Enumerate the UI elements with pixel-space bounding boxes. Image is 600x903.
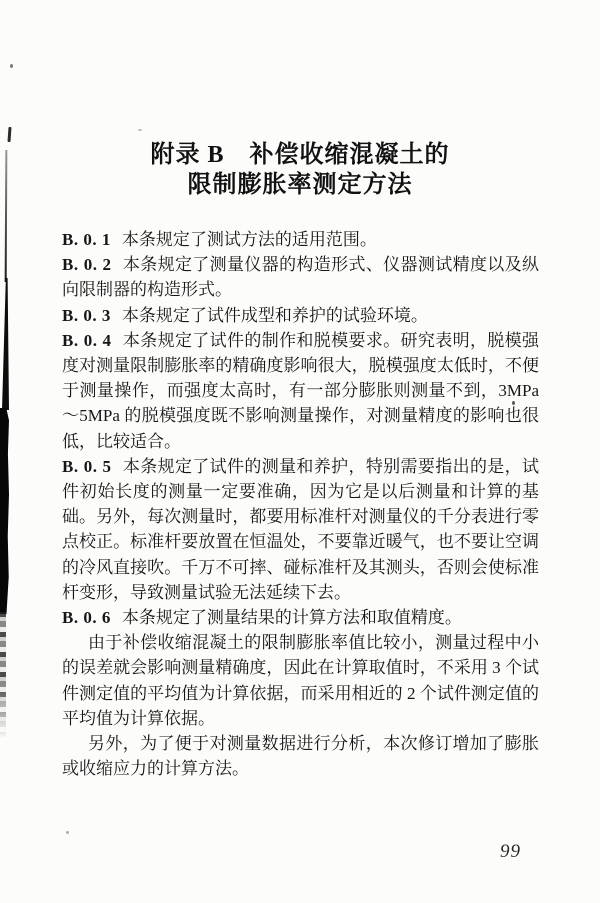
clause-b03-text: 本条规定了试件成型和养护的试验环境。 — [121, 305, 428, 325]
scan-speck — [138, 129, 142, 131]
clause-b01 — [62, 227, 539, 252]
binding-shadow-band — [0, 408, 9, 614]
commentary-paragraph-2 — [62, 731, 539, 781]
scan-speck — [10, 64, 13, 68]
clause-b04-text: 本条规定了试件的制作和脱模要求。研究表明，脱模强度对测量限制膨胀率的精确度影响很大，脱模强度太低时，不便于测量操作，而强度太高时，有一部分膨胀则测量不到，3MPa～5MPa 的脱模强度既不影响测量操作，对测量精度的影响也很低，比较适合。 — [62, 330, 539, 451]
clause-b02-label: B. 0. 2 — [62, 255, 112, 275]
appendix-title-line2: 限制膨胀率测定方法 — [187, 172, 413, 198]
appendix-title-line1: 附录 B 补偿收缩混凝土的 — [150, 142, 450, 168]
commentary-paragraph-2-text: 另外，为了便于对测量数据进行分析，本次修订增加了膨胀或收缩应力的计算方法。 — [62, 734, 539, 779]
clause-b01-text: 本条规定了测试方法的适用范围。 — [121, 230, 377, 249]
binding-shadow-wedge — [2, 278, 9, 410]
clause-b04 — [62, 328, 539, 454]
scan-speck — [66, 831, 69, 834]
clause-b03-label: B. 0. 3 — [62, 305, 111, 325]
clause-b03 — [62, 303, 539, 328]
clause-b01-label: B. 0. 1 — [62, 230, 111, 249]
clause-b05 — [62, 454, 539, 605]
clause-b06-label: B. 0. 6 — [62, 608, 111, 628]
clause-b06-text: 本条规定了测量结果的计算方法和取值精度。 — [121, 608, 462, 628]
clause-b04-label: B. 0. 4 — [62, 330, 112, 350]
clause-b05-text: 本条规定了试件的测量和养护，特别需要指出的是，试件初始长度的测量一定要准确，因为它是以后测量和计算的基础。另外，每次测量时，都要用标准杆对测量仪的千分表进行零点校正。标准杆要放置在恒温处，不要靠近暖气，也不要让空调的冷风直接吹。千万不可摔、碰标准杆及其测头，否则会使标准杆变形，导致测量试验无法延续下去。 — [62, 456, 539, 602]
binding-shadow-fadeout — [0, 612, 6, 744]
document-body — [62, 227, 539, 781]
commentary-paragraph-1 — [62, 630, 539, 731]
clause-b02-text: 本条规定了测量仪器的构造形式、仪器测试精度以及纵向限制器的构造形式。 — [62, 255, 539, 300]
clause-b05-label: B. 0. 5 — [62, 456, 112, 476]
clause-b02 — [62, 252, 539, 302]
appendix-title — [0, 140, 600, 200]
page-number: 99 — [500, 841, 521, 862]
commentary-paragraph-1-text: 由于补偿收缩混凝土的限制膨胀率值比较小，测量过程中小的误差就会影响测量精确度，因此在计算取值时，不采用 3 个试件测定值的平均值为计算依据，而采用相近的 2 个试件测定值的平均值为计算依据。 — [62, 633, 539, 728]
clause-b06 — [62, 605, 539, 630]
